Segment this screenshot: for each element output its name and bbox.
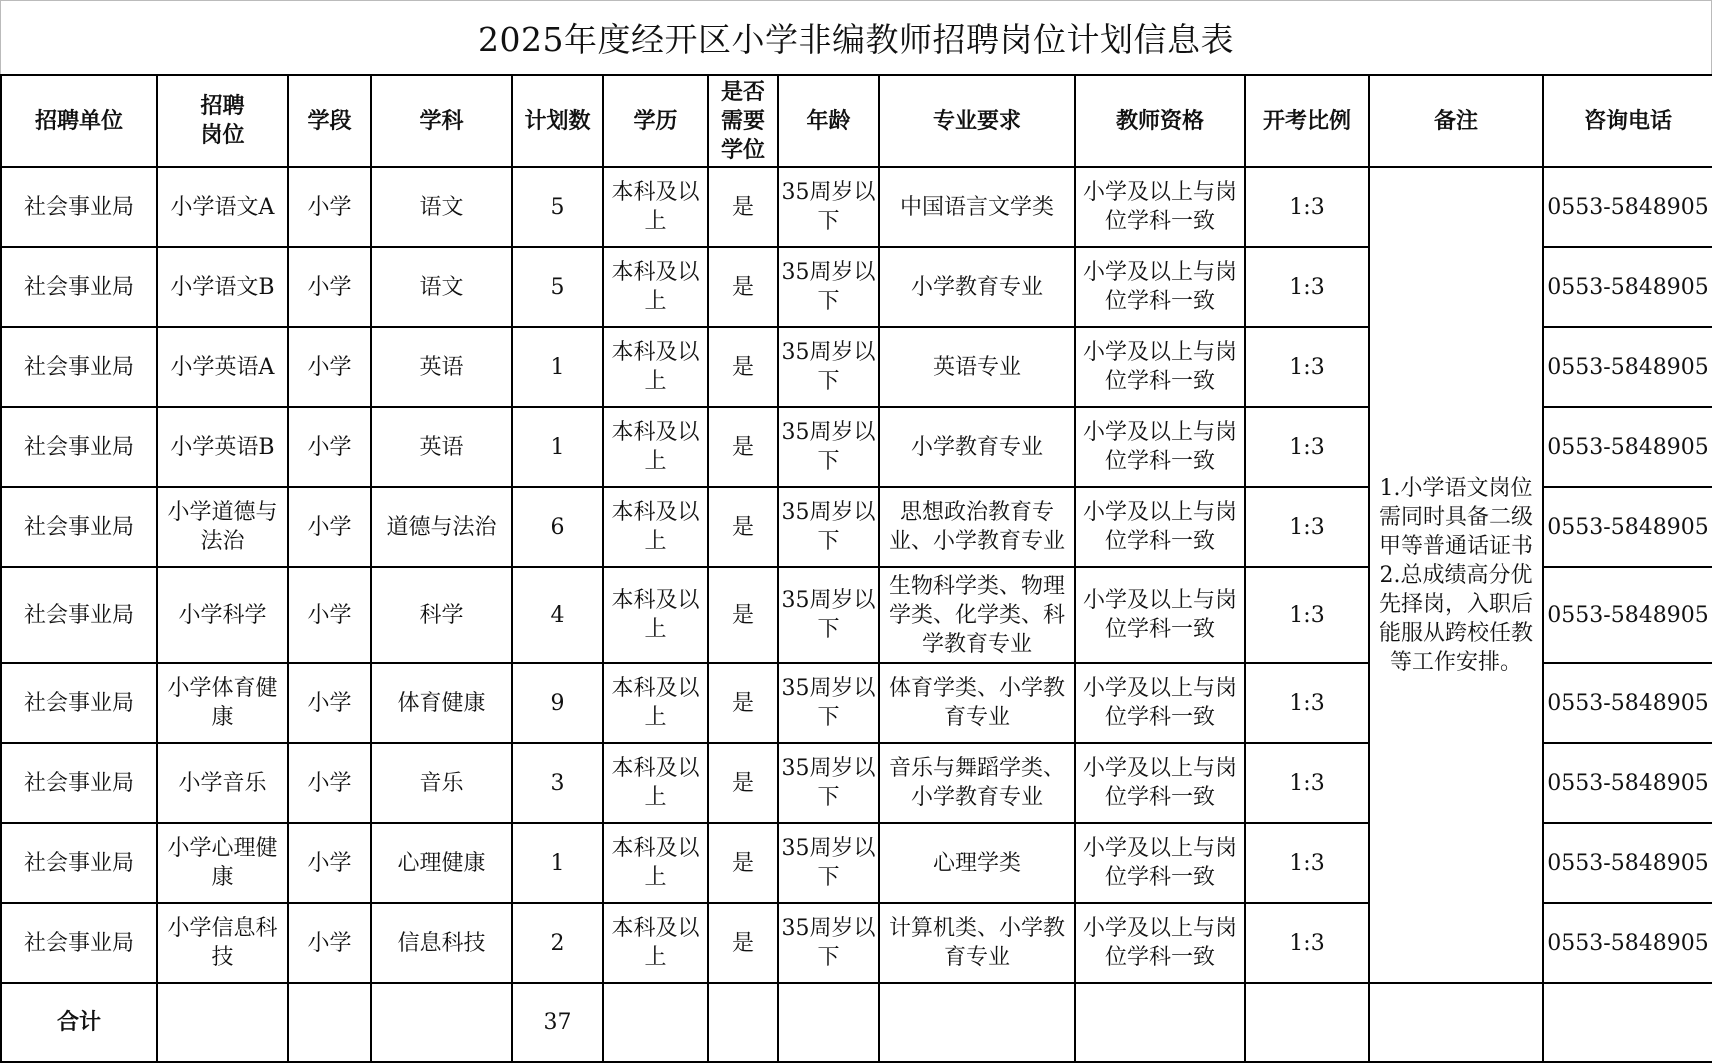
cell-education: 本科及以上 (603, 567, 708, 663)
cell-ratio: 1:3 (1245, 823, 1369, 903)
cell-education: 本科及以上 (603, 823, 708, 903)
header-ratio: 开考比例 (1245, 75, 1369, 167)
cell-post: 小学心理健康 (157, 823, 288, 903)
empty-cell (1075, 983, 1245, 1062)
empty-cell (157, 983, 288, 1062)
cell-degree: 是 (708, 327, 778, 407)
cell-post: 小学语文B (157, 247, 288, 327)
cell-qualification: 小学及以上与岗位学科一致 (1075, 327, 1245, 407)
header-stage: 学段 (288, 75, 371, 167)
cell-post: 小学英语B (157, 407, 288, 487)
empty-cell (1245, 983, 1369, 1062)
cell-unit: 社会事业局 (1, 327, 157, 407)
cell-post: 小学语文A (157, 167, 288, 247)
cell-count: 6 (512, 487, 603, 567)
cell-qualification: 小学及以上与岗位学科一致 (1075, 567, 1245, 663)
cell-post: 小学信息科技 (157, 903, 288, 983)
cell-phone: 0553-5848905 (1543, 903, 1712, 983)
cell-unit: 社会事业局 (1, 823, 157, 903)
cell-subject: 音乐 (371, 743, 512, 823)
cell-post: 小学科学 (157, 567, 288, 663)
cell-education: 本科及以上 (603, 663, 708, 743)
cell-degree: 是 (708, 487, 778, 567)
total-count: 37 (512, 983, 603, 1062)
cell-degree: 是 (708, 823, 778, 903)
cell-post: 小学音乐 (157, 743, 288, 823)
total-label: 合计 (1, 983, 157, 1062)
empty-cell (778, 983, 879, 1062)
cell-qualification: 小学及以上与岗位学科一致 (1075, 743, 1245, 823)
cell-count: 1 (512, 407, 603, 487)
header-phone: 咨询电话 (1543, 75, 1712, 167)
cell-degree: 是 (708, 567, 778, 663)
cell-unit: 社会事业局 (1, 743, 157, 823)
cell-subject: 信息科技 (371, 903, 512, 983)
total-row (1, 983, 1712, 1062)
header-remark: 备注 (1369, 75, 1543, 167)
cell-unit: 社会事业局 (1, 903, 157, 983)
cell-degree: 是 (708, 247, 778, 327)
cell-education: 本科及以上 (603, 407, 708, 487)
cell-education: 本科及以上 (603, 327, 708, 407)
cell-degree: 是 (708, 743, 778, 823)
cell-degree: 是 (708, 903, 778, 983)
cell-unit: 社会事业局 (1, 167, 157, 247)
cell-unit: 社会事业局 (1, 487, 157, 567)
cell-ratio: 1:3 (1245, 567, 1369, 663)
cell-age: 35周岁以下 (778, 743, 879, 823)
cell-ratio: 1:3 (1245, 407, 1369, 487)
cell-education: 本科及以上 (603, 247, 708, 327)
empty-cell (1369, 983, 1543, 1062)
header-age: 年龄 (778, 75, 879, 167)
cell-age: 35周岁以下 (778, 903, 879, 983)
cell-qualification: 小学及以上与岗位学科一致 (1075, 663, 1245, 743)
header-degree: 是否 需要 学位 (708, 75, 778, 167)
cell-major: 中国语言文学类 (879, 167, 1075, 247)
cell-qualification: 小学及以上与岗位学科一致 (1075, 167, 1245, 247)
cell-qualification: 小学及以上与岗位学科一致 (1075, 247, 1245, 327)
recruitment-plan-table (0, 74, 1712, 1063)
cell-major: 英语专业 (879, 327, 1075, 407)
cell-major: 小学教育专业 (879, 247, 1075, 327)
cell-count: 5 (512, 167, 603, 247)
cell-stage: 小学 (288, 487, 371, 567)
cell-phone: 0553-5848905 (1543, 247, 1712, 327)
cell-ratio: 1:3 (1245, 487, 1369, 567)
cell-ratio: 1:3 (1245, 743, 1369, 823)
cell-education: 本科及以上 (603, 487, 708, 567)
cell-phone: 0553-5848905 (1543, 743, 1712, 823)
cell-qualification: 小学及以上与岗位学科一致 (1075, 487, 1245, 567)
cell-count: 1 (512, 327, 603, 407)
empty-cell (603, 983, 708, 1062)
cell-education: 本科及以上 (603, 743, 708, 823)
cell-qualification: 小学及以上与岗位学科一致 (1075, 823, 1245, 903)
cell-age: 35周岁以下 (778, 247, 879, 327)
cell-subject: 心理健康 (371, 823, 512, 903)
cell-count: 5 (512, 247, 603, 327)
header-subject: 学科 (371, 75, 512, 167)
cell-degree: 是 (708, 663, 778, 743)
header-count: 计划数 (512, 75, 603, 167)
cell-stage: 小学 (288, 743, 371, 823)
cell-major: 小学教育专业 (879, 407, 1075, 487)
cell-age: 35周岁以下 (778, 663, 879, 743)
header-qualification: 教师资格 (1075, 75, 1245, 167)
cell-ratio: 1:3 (1245, 663, 1369, 743)
cell-phone: 0553-5848905 (1543, 567, 1712, 663)
empty-cell (1543, 983, 1712, 1062)
header-post: 招聘 岗位 (157, 75, 288, 167)
cell-phone: 0553-5848905 (1543, 663, 1712, 743)
cell-post: 小学体育健康 (157, 663, 288, 743)
cell-major: 思想政治教育专业、小学教育专业 (879, 487, 1075, 567)
empty-cell (708, 983, 778, 1062)
empty-cell (288, 983, 371, 1062)
cell-degree: 是 (708, 407, 778, 487)
cell-count: 3 (512, 743, 603, 823)
cell-unit: 社会事业局 (1, 407, 157, 487)
page-title: 2025年度经开区小学非编教师招聘岗位计划信息表 (0, 0, 1712, 74)
cell-age: 35周岁以下 (778, 487, 879, 567)
header-unit: 招聘单位 (1, 75, 157, 167)
cell-subject: 道德与法治 (371, 487, 512, 567)
cell-qualification: 小学及以上与岗位学科一致 (1075, 407, 1245, 487)
cell-subject: 语文 (371, 167, 512, 247)
cell-post: 小学道德与法治 (157, 487, 288, 567)
cell-subject: 科学 (371, 567, 512, 663)
table-row (1, 167, 1712, 247)
cell-subject: 语文 (371, 247, 512, 327)
table-header-row (1, 75, 1712, 167)
cell-subject: 体育健康 (371, 663, 512, 743)
cell-major: 体育学类、小学教育专业 (879, 663, 1075, 743)
cell-subject: 英语 (371, 327, 512, 407)
cell-unit: 社会事业局 (1, 663, 157, 743)
cell-stage: 小学 (288, 567, 371, 663)
cell-phone: 0553-5848905 (1543, 407, 1712, 487)
cell-age: 35周岁以下 (778, 823, 879, 903)
empty-cell (371, 983, 512, 1062)
cell-phone: 0553-5848905 (1543, 487, 1712, 567)
cell-stage: 小学 (288, 903, 371, 983)
cell-post: 小学英语A (157, 327, 288, 407)
cell-ratio: 1:3 (1245, 247, 1369, 327)
cell-count: 1 (512, 823, 603, 903)
cell-stage: 小学 (288, 663, 371, 743)
cell-stage: 小学 (288, 327, 371, 407)
cell-education: 本科及以上 (603, 167, 708, 247)
cell-subject: 英语 (371, 407, 512, 487)
cell-major: 计算机类、小学教育专业 (879, 903, 1075, 983)
remark-cell: 1.小学语文岗位需同时具备二级甲等普通话证书 2.总成绩高分优先择岗，入职后能服从跨校任教等工作安排。 (1369, 167, 1543, 983)
cell-stage: 小学 (288, 823, 371, 903)
cell-stage: 小学 (288, 407, 371, 487)
cell-age: 35周岁以下 (778, 567, 879, 663)
cell-qualification: 小学及以上与岗位学科一致 (1075, 903, 1245, 983)
cell-count: 9 (512, 663, 603, 743)
cell-unit: 社会事业局 (1, 247, 157, 327)
cell-unit: 社会事业局 (1, 567, 157, 663)
cell-ratio: 1:3 (1245, 903, 1369, 983)
cell-major: 心理学类 (879, 823, 1075, 903)
header-education: 学历 (603, 75, 708, 167)
cell-count: 2 (512, 903, 603, 983)
cell-phone: 0553-5848905 (1543, 327, 1712, 407)
header-major: 专业要求 (879, 75, 1075, 167)
empty-cell (879, 983, 1075, 1062)
cell-age: 35周岁以下 (778, 327, 879, 407)
cell-stage: 小学 (288, 167, 371, 247)
cell-stage: 小学 (288, 247, 371, 327)
cell-phone: 0553-5848905 (1543, 823, 1712, 903)
cell-count: 4 (512, 567, 603, 663)
cell-major: 生物科学类、物理学类、化学类、科学教育专业 (879, 567, 1075, 663)
cell-ratio: 1:3 (1245, 327, 1369, 407)
cell-age: 35周岁以下 (778, 407, 879, 487)
cell-age: 35周岁以下 (778, 167, 879, 247)
cell-phone: 0553-5848905 (1543, 167, 1712, 247)
cell-education: 本科及以上 (603, 903, 708, 983)
cell-degree: 是 (708, 167, 778, 247)
cell-ratio: 1:3 (1245, 167, 1369, 247)
cell-major: 音乐与舞蹈学类、小学教育专业 (879, 743, 1075, 823)
